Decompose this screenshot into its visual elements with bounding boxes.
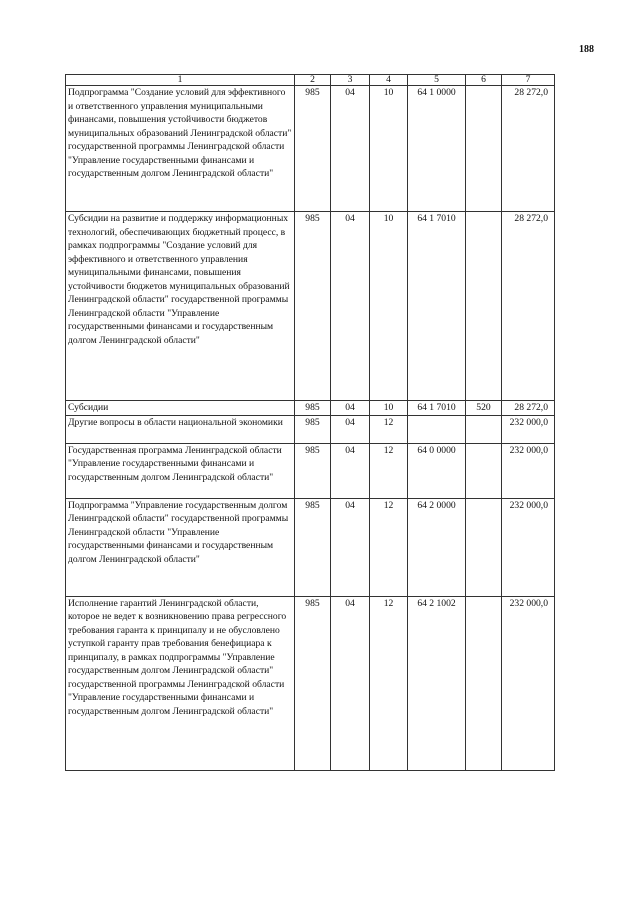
cell-expense-type [466, 596, 502, 770]
cell-subsection: 10 [370, 86, 408, 212]
row-name: Субсидии [66, 401, 295, 416]
cell-admin-code: 985 [295, 415, 331, 443]
cell-admin-code: 985 [295, 86, 331, 212]
table-row [66, 498, 555, 596]
cell-amount: 28 272,0 [502, 86, 555, 212]
column-header: 1 [66, 75, 295, 86]
cell-expense-type: 520 [466, 401, 502, 416]
cell-amount: 28 272,0 [502, 401, 555, 416]
row-name: Другие вопросы в области национальной экономики [66, 415, 295, 443]
table-row [66, 401, 555, 416]
cell-section: 04 [331, 415, 370, 443]
column-header: 3 [331, 75, 370, 86]
cell-section: 04 [331, 86, 370, 212]
cell-target-article: 64 2 0000 [408, 498, 466, 596]
column-header: 2 [295, 75, 331, 86]
row-name: Подпрограмма "Управление государственным долгом Ленинградской области" государственной программы Ленинградской области "Управление государственными финансами и государственным долгом Ленинградской области" [66, 498, 295, 596]
page-number: 188 [579, 44, 594, 55]
cell-amount: 232 000,0 [502, 415, 555, 443]
cell-amount: 28 272,0 [502, 212, 555, 401]
cell-amount: 232 000,0 [502, 443, 555, 498]
table-row [66, 212, 555, 401]
row-name: Государственная программа Ленинградской области "Управление государственными финансами и государственным долгом Ленинградской области" [66, 443, 295, 498]
column-header: 5 [408, 75, 466, 86]
cell-target-article: 64 1 0000 [408, 86, 466, 212]
cell-amount: 232 000,0 [502, 498, 555, 596]
cell-expense-type [466, 443, 502, 498]
row-name: Исполнение гарантий Ленинградской области, которое не ведет к возникновению права регрессного требования гаранта к принципалу и не обусловлено уступкой гаранту прав требования бенефициара к принципалу, в рамках подпрограммы "Управление государственным долгом Ленинградской области" государственной программы Ленинградской области "Управление государственными финансами и государственным долгом Ленинградской области" [66, 596, 295, 770]
cell-amount: 232 000,0 [502, 596, 555, 770]
cell-expense-type [466, 498, 502, 596]
table-row [66, 86, 555, 212]
row-name: Подпрограмма "Создание условий для эффективного и ответственного управления муниципальными финансами, повышения устойчивости бюджетов муниципальных образований Ленинградской области" государственной программы Ленинградской области "Управление государственными финансами и государственным долгом Ленинградской области" [66, 86, 295, 212]
cell-section: 04 [331, 596, 370, 770]
row-name: Субсидии на развитие и поддержку информационных технологий, обеспечивающих бюджетный процесс, в рамках подпрограммы "Создание условий для эффективного и ответственного управления муниципальными финансами, повышения устойчивости бюджетов муниципальных образований Ленинградской области" государственной программы Ленинградской области "Управление государственными финансами и государственным долгом Ленинградской области" [66, 212, 295, 401]
cell-admin-code: 985 [295, 596, 331, 770]
cell-expense-type [466, 212, 502, 401]
table-header-row [66, 75, 555, 86]
cell-expense-type [466, 415, 502, 443]
budget-table [65, 74, 555, 771]
cell-subsection: 12 [370, 415, 408, 443]
cell-target-article [408, 415, 466, 443]
table-row [66, 415, 555, 443]
cell-target-article: 64 2 1002 [408, 596, 466, 770]
cell-section: 04 [331, 212, 370, 401]
cell-section: 04 [331, 443, 370, 498]
cell-admin-code: 985 [295, 401, 331, 416]
cell-target-article: 64 0 0000 [408, 443, 466, 498]
cell-expense-type [466, 86, 502, 212]
cell-subsection: 12 [370, 498, 408, 596]
cell-admin-code: 985 [295, 443, 331, 498]
cell-target-article: 64 1 7010 [408, 212, 466, 401]
cell-subsection: 10 [370, 401, 408, 416]
cell-admin-code: 985 [295, 498, 331, 596]
cell-subsection: 12 [370, 596, 408, 770]
column-header: 4 [370, 75, 408, 86]
cell-subsection: 12 [370, 443, 408, 498]
cell-subsection: 10 [370, 212, 408, 401]
cell-admin-code: 985 [295, 212, 331, 401]
table-row [66, 443, 555, 498]
column-header: 6 [466, 75, 502, 86]
cell-target-article: 64 1 7010 [408, 401, 466, 416]
cell-section: 04 [331, 498, 370, 596]
column-header: 7 [502, 75, 555, 86]
cell-section: 04 [331, 401, 370, 416]
table-row [66, 596, 555, 770]
